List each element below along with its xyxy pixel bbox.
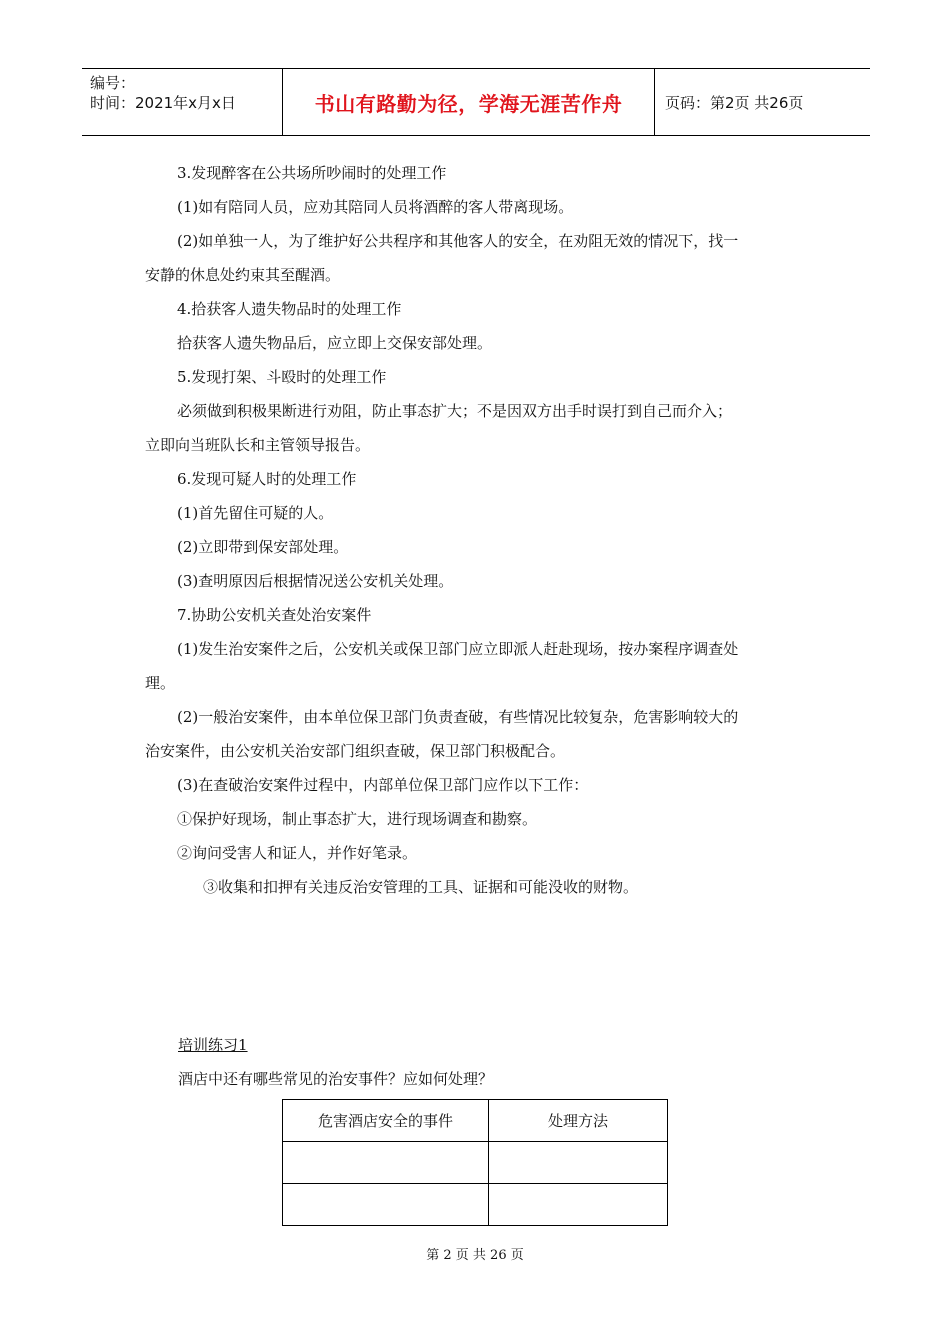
section-heading: 7.协助公安机关查处治安案件 <box>177 606 372 624</box>
header-motto-cell <box>282 69 655 135</box>
list-item: ①保护好现场，制止事态扩大，进行现场调查和勘察。 <box>177 810 538 828</box>
table-cell <box>489 1184 668 1226</box>
table-cell <box>489 1142 668 1184</box>
paragraph: 拾获客人遗失物品后，应立即上交保安部处理。 <box>177 334 493 352</box>
paragraph: (1)首先留住可疑的人。 <box>177 504 334 522</box>
paragraph: 必须做到积极果断进行劝阻，防止事态扩大；不是因双方出手时误打到自己而介入； <box>177 402 733 420</box>
header-page-info: 页码：第2页 共26页 <box>665 93 804 112</box>
list-item: ③收集和扣押有关违反治安管理的工具、证据和可能没收的财物。 <box>203 878 639 896</box>
paragraph: 治安案件，由公安机关治安部门组织查破，保卫部门积极配合。 <box>145 742 566 760</box>
exercise-table <box>282 1099 668 1226</box>
table-cell <box>283 1184 489 1226</box>
training-exercise <box>178 1033 493 1091</box>
section-heading: 6.发现可疑人时的处理工作 <box>177 470 357 488</box>
header-motto: 书山有路勤为径，学海无涯苦作舟 <box>314 91 623 116</box>
header-meta <box>82 69 282 135</box>
paragraph: (2)立即带到保安部处理。 <box>177 538 349 556</box>
section-heading: 3.发现醉客在公共场所吵闹时的处理工作 <box>177 164 447 182</box>
paragraph: (1)发生治安案件之后，公安机关或保卫部门应立即派人赶赴现场，按办案程序调查处 <box>177 640 739 658</box>
table-header-cell: 处理方法 <box>489 1100 668 1142</box>
table-cell <box>283 1142 489 1184</box>
paragraph: (1)如有陪同人员，应劝其陪同人员将酒醉的客人带离现场。 <box>177 198 574 216</box>
paragraph: (2)如单独一人，为了维护好公共程序和其他客人的安全，在劝阻无效的情况下，找一 <box>177 232 739 250</box>
table-row <box>283 1142 668 1184</box>
table-header-cell: 危害酒店安全的事件 <box>283 1100 489 1142</box>
paragraph: 立即向当班队长和主管领导报告。 <box>145 436 371 454</box>
training-title: 培训练习1 <box>178 1036 248 1054</box>
body-content <box>145 156 810 904</box>
paragraph: (3)查明原因后根据情况送公安机关处理。 <box>177 572 454 590</box>
paragraph: 理。 <box>145 674 176 692</box>
table-header-row <box>283 1100 668 1142</box>
document-date: 时间：2021年x月x日 <box>90 94 236 112</box>
section-heading: 5.发现打架、斗殴时的处理工作 <box>177 368 387 386</box>
training-question: 酒店中还有哪些常见的治安事件？应如何处理？ <box>178 1070 494 1088</box>
paragraph: (2)一般治安案件，由本单位保卫部门负责查破，有些情况比较复杂，危害影响较大的 <box>177 708 739 726</box>
page-footer: 第 2 页 共 26 页 <box>426 1248 524 1263</box>
table-row <box>283 1184 668 1226</box>
page-header <box>82 68 870 136</box>
list-item: ②询问受害人和证人，并作好笔录。 <box>177 844 418 862</box>
paragraph: (3)在查破治安案件过程中，内部单位保卫部门应作以下工作： <box>177 776 589 794</box>
paragraph: 安静的休息处约束其至醒酒。 <box>145 266 341 284</box>
section-heading: 4.拾获客人遗失物品时的处理工作 <box>177 300 402 318</box>
document-number-label: 编号： <box>90 74 136 92</box>
